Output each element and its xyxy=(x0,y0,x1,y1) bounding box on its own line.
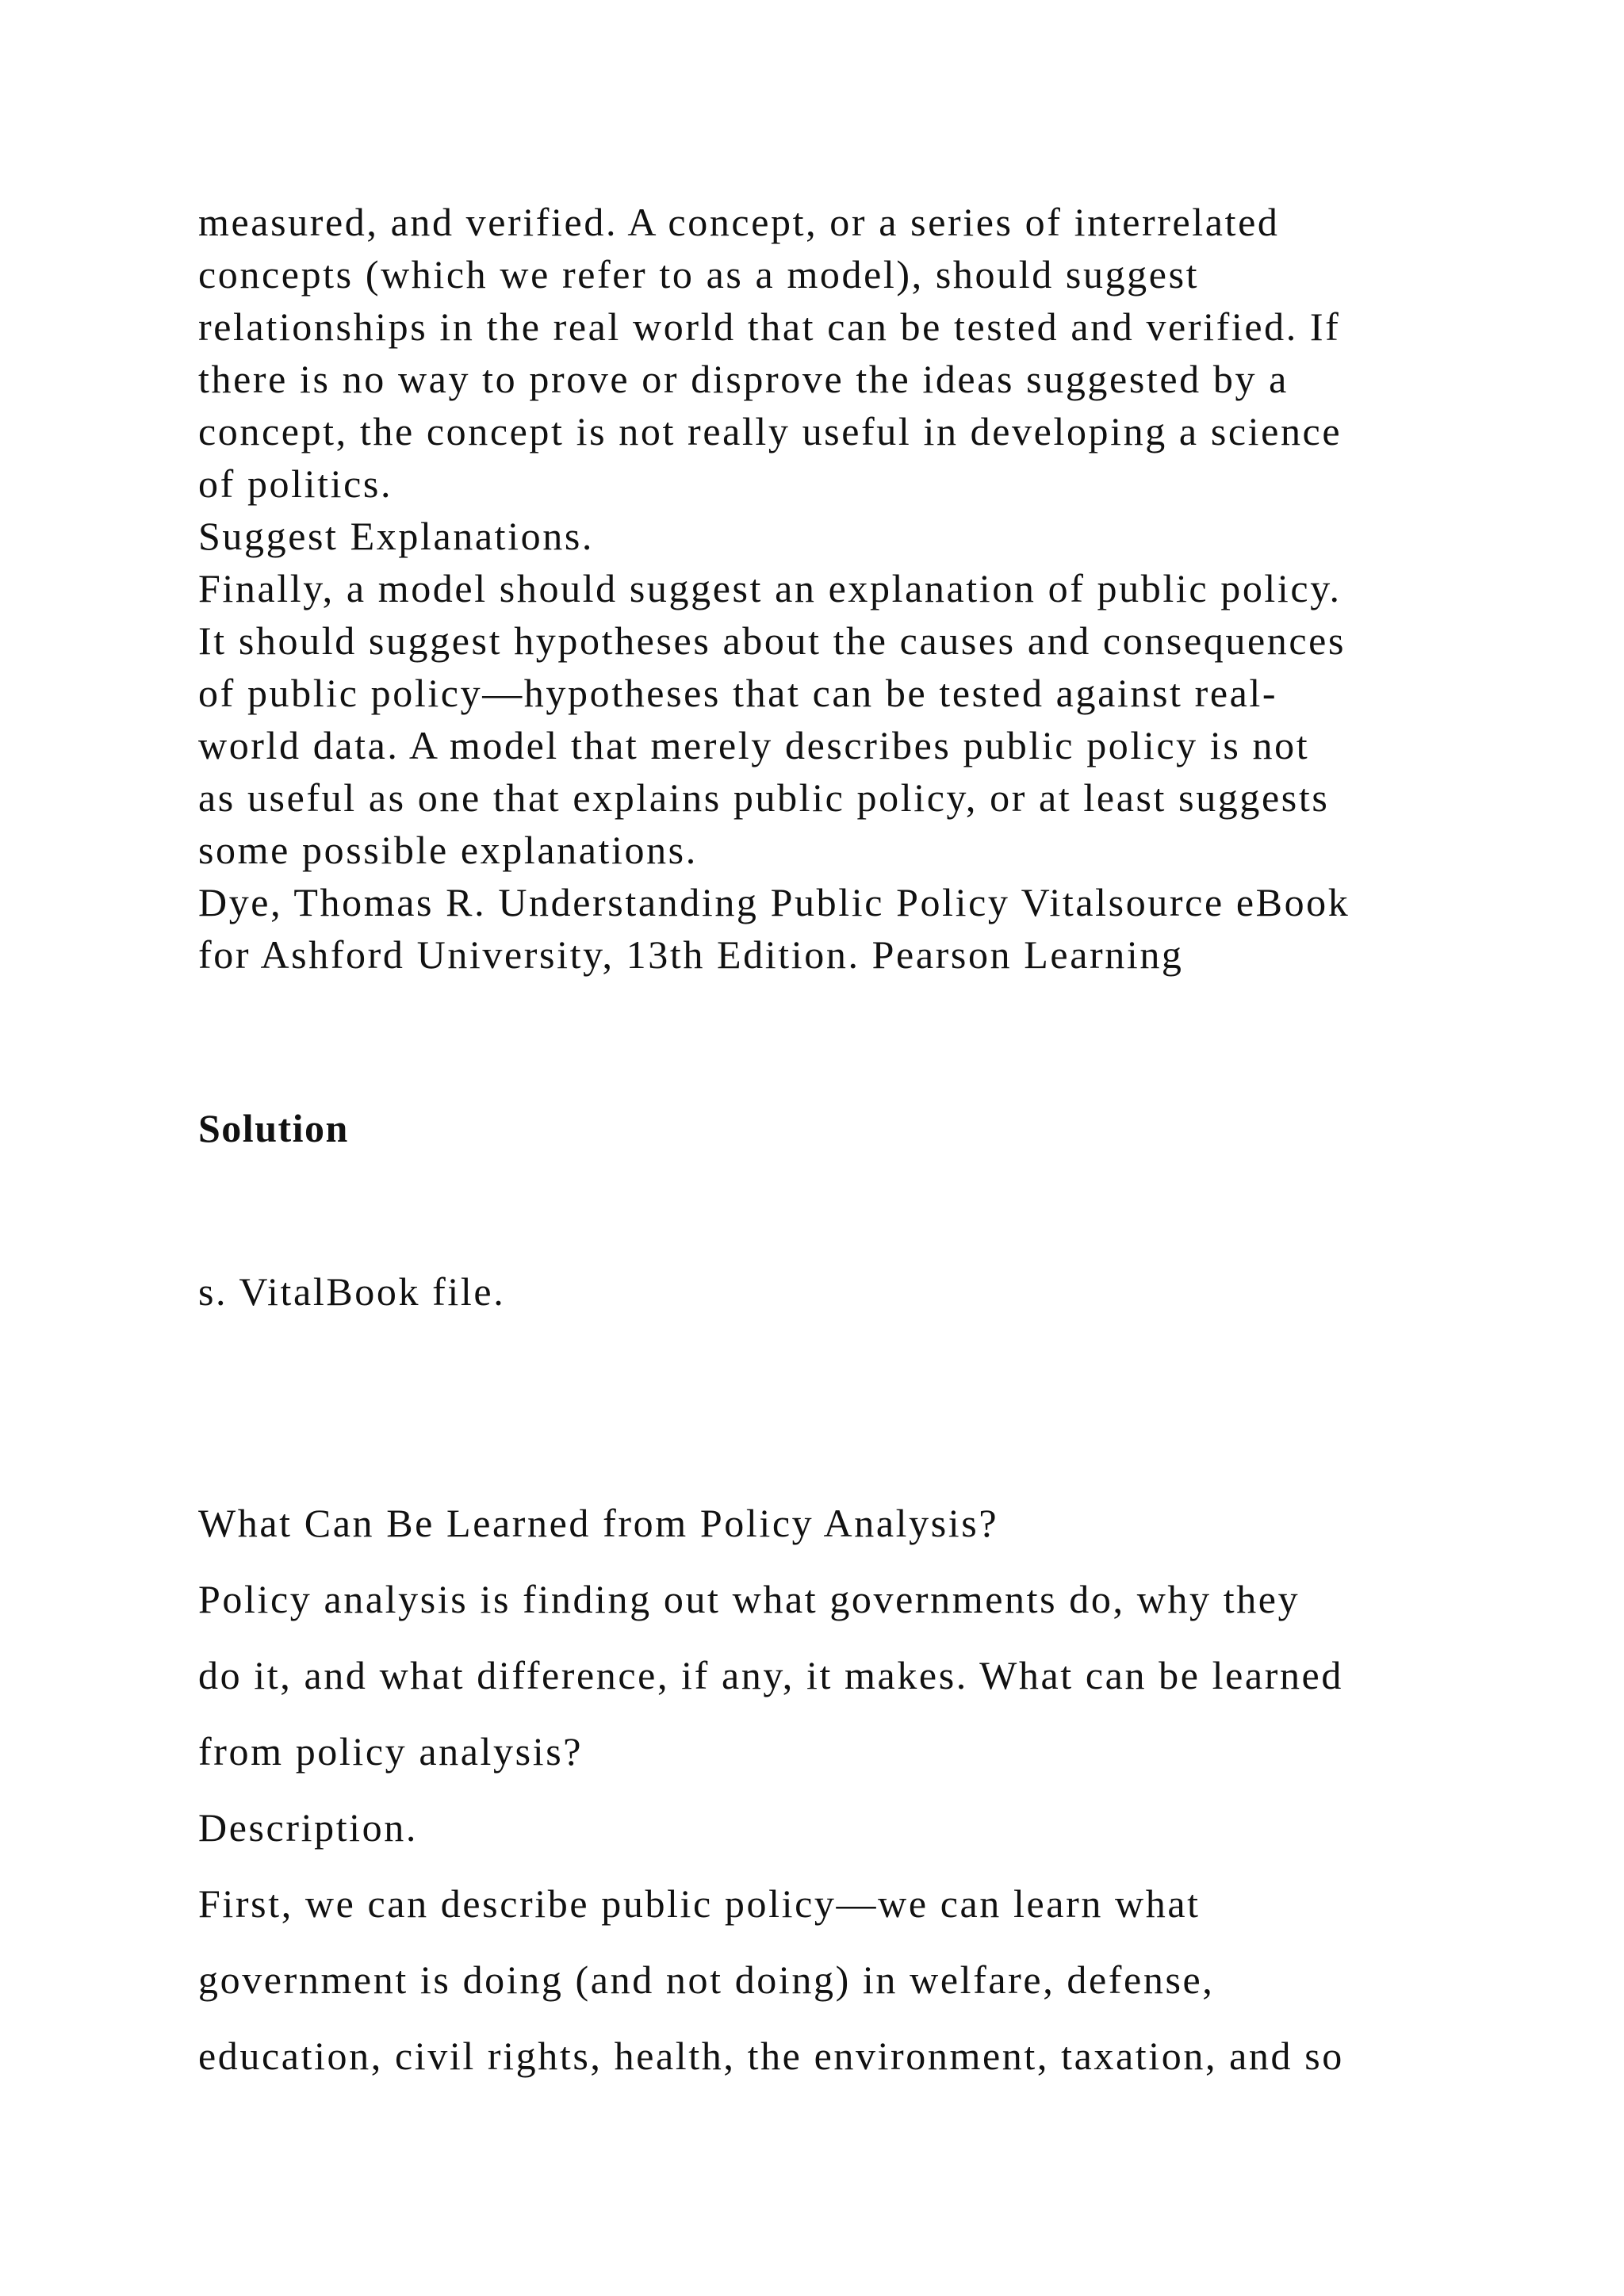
text-line: some possible explanations. xyxy=(198,828,698,872)
section-title: What Can Be Learned from Policy Analysis? xyxy=(198,1501,999,1545)
text-line: Policy analysis is finding out what governments do, why they xyxy=(198,1577,1300,1621)
text-line: relationships in the real world that can be tested and verified. If xyxy=(198,304,1341,349)
text-line: there is no way to prove or disprove the ideas suggested by a xyxy=(198,357,1289,401)
text-line: of politics. xyxy=(198,461,393,506)
text-line: concept, the concept is not really useful in developing a science xyxy=(198,409,1342,453)
section-title: Description. xyxy=(198,1805,418,1850)
citation-line: Dye, Thomas R. Understanding Public Policy Vitalsource eBook xyxy=(198,880,1350,924)
text-line: Finally, a model should suggest an explanation of public policy. xyxy=(198,566,1342,610)
citation-line: for Ashford University, 13th Edition. Pearson Learning xyxy=(198,932,1184,977)
text-line: from policy analysis? xyxy=(198,1729,584,1774)
section-title: Suggest Explanations. xyxy=(198,514,595,558)
text-line: concepts (which we refer to as a model), should suggest xyxy=(198,252,1200,297)
text-line: It should suggest hypotheses about the causes and consequences xyxy=(198,618,1346,663)
solution-intro: s. VitalBook file. xyxy=(198,1269,506,1314)
text-line: First, we can describe public policy—we can learn what xyxy=(198,1881,1201,1926)
text-line: measured, and verified. A concept, or a series of interrelated xyxy=(198,200,1280,244)
solution-heading: Solution xyxy=(198,1106,349,1150)
text-line: do it, and what difference, if any, it makes. What can be learned xyxy=(198,1653,1343,1697)
text-line: as useful as one that explains public policy, or at least suggests xyxy=(198,775,1330,820)
text-line: education, civil rights, health, the environment, taxation, and so xyxy=(198,2034,1344,2078)
text-line: world data. A model that merely describes public policy is not xyxy=(198,723,1310,767)
text-line: government is doing (and not doing) in welfare, defense, xyxy=(198,1957,1215,2002)
text-line: of public policy—hypotheses that can be tested against real- xyxy=(198,671,1278,715)
